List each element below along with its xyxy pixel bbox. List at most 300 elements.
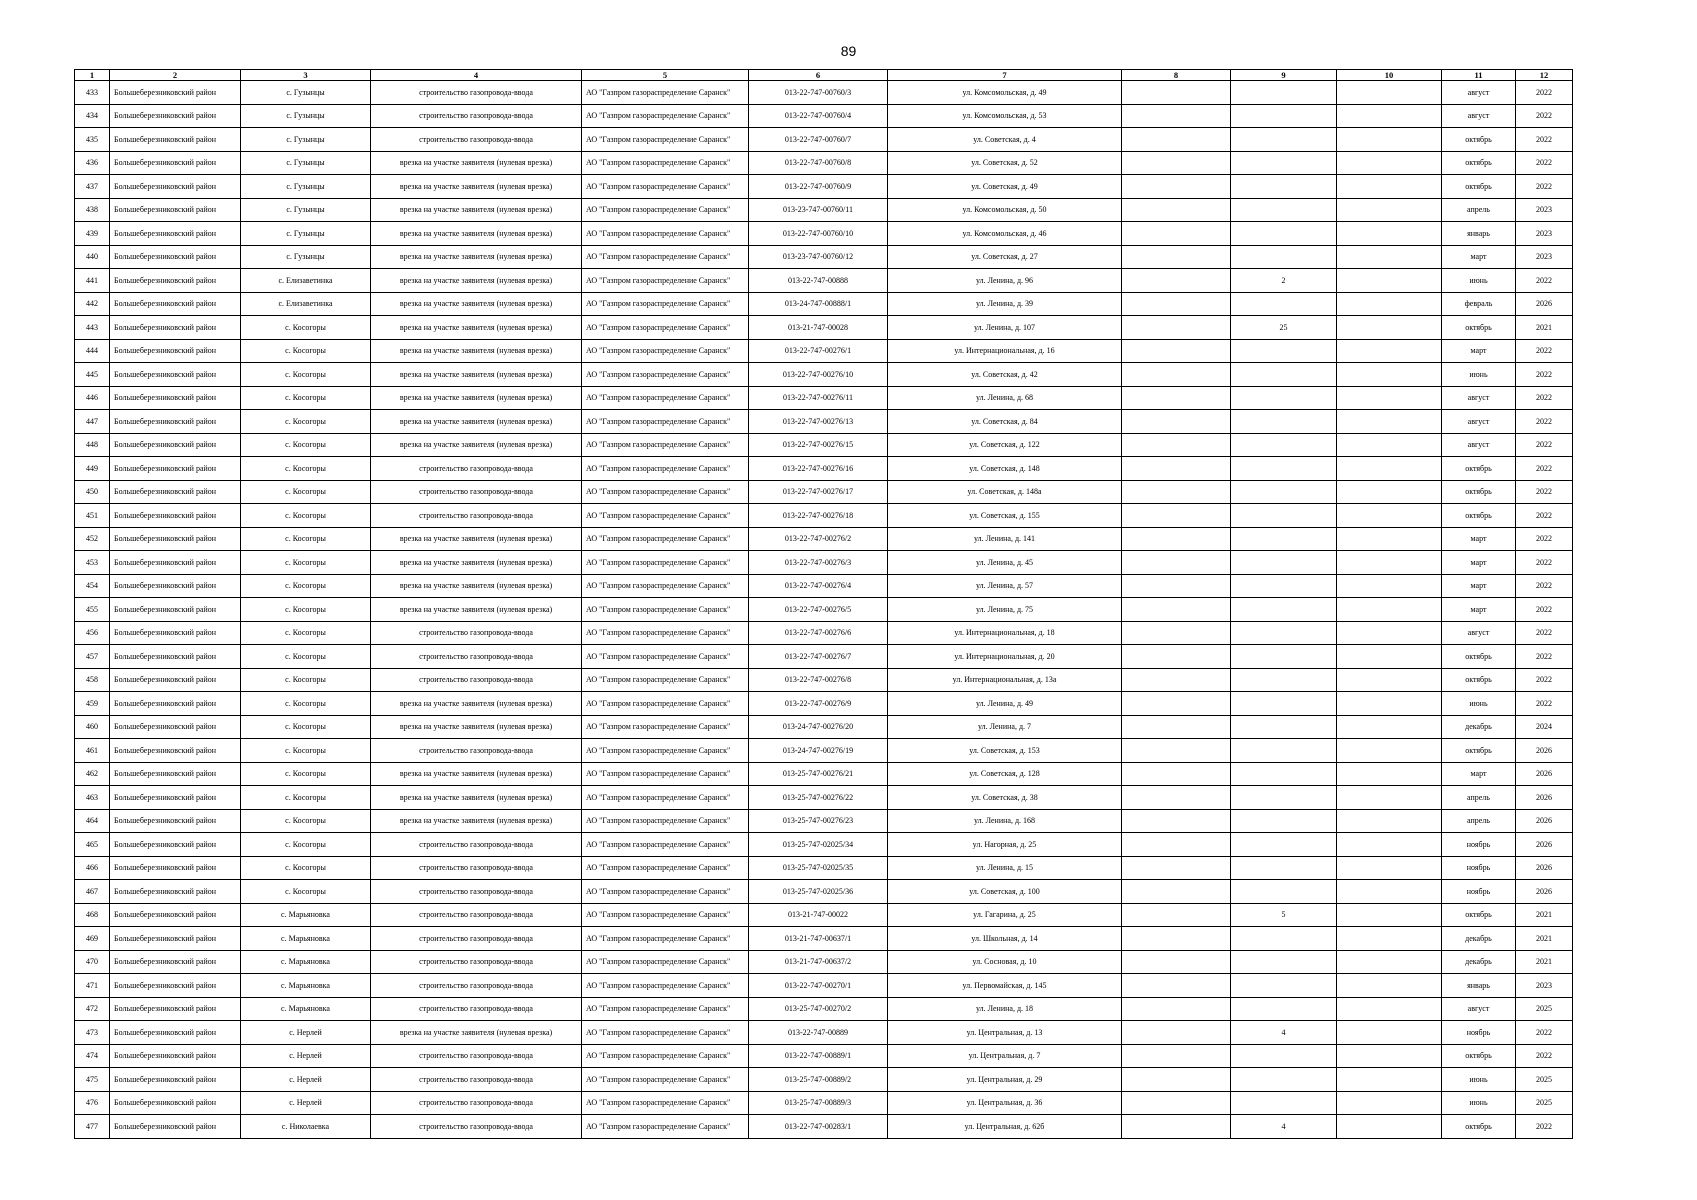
col-8-cell [1122,339,1231,363]
month-cell: октябрь [1442,175,1516,199]
organization-cell: АО "Газпром газораспределение Саранск" [582,245,749,269]
table-row [75,1044,1573,1068]
address-cell: ул. Ленина, д. 49 [888,692,1122,716]
work-type-cell: строительство газопровода-ввода [371,457,582,481]
address-cell: ул. Советская, д. 153 [888,739,1122,763]
column-header-11: 11 [1442,70,1516,81]
table-row [75,1115,1573,1139]
application-number-cell: 013-25-747-00276/23 [749,809,888,833]
row-number-cell: 458 [75,668,110,692]
address-cell: ул. Сосновая, д. 10 [888,950,1122,974]
organization-cell: АО "Газпром газораспределение Саранск" [582,645,749,669]
column-header-1: 1 [75,70,110,81]
table-row [75,856,1573,880]
col-8-cell [1122,480,1231,504]
settlement-cell: с. Елизаветинка [241,292,371,316]
work-type-cell: строительство газопровода-ввода [371,480,582,504]
column-header-12: 12 [1516,70,1573,81]
column-header-8: 8 [1122,70,1231,81]
col-10-cell [1337,997,1442,1021]
year-cell: 2022 [1516,598,1573,622]
work-type-cell: врезка на участке заявителя (нулевая врезка) [371,222,582,246]
application-number-cell: 013-25-747-00276/21 [749,762,888,786]
organization-cell: АО "Газпром газораспределение Саранск" [582,1044,749,1068]
district-cell: Большеберезниковский район [110,245,241,269]
work-type-cell: врезка на участке заявителя (нулевая врезка) [371,363,582,387]
table-row [75,598,1573,622]
organization-cell: АО "Газпром газораспределение Саранск" [582,339,749,363]
application-number-cell: 013-22-747-00276/18 [749,504,888,528]
col-9-cell [1231,551,1337,575]
row-number-cell: 468 [75,903,110,927]
address-cell: ул. Ленина, д. 68 [888,386,1122,410]
col-9-cell [1231,504,1337,528]
district-cell: Большеберезниковский район [110,1021,241,1045]
application-number-cell: 013-22-747-00276/8 [749,668,888,692]
district-cell: Большеберезниковский район [110,410,241,434]
application-number-cell: 013-22-747-00276/2 [749,527,888,551]
col-8-cell [1122,1091,1231,1115]
table-row [75,198,1573,222]
address-cell: ул. Советская, д. 52 [888,151,1122,175]
page-number: 89 [840,43,857,59]
district-cell: Большеберезниковский район [110,151,241,175]
row-number-cell: 434 [75,104,110,128]
address-cell: ул. Школьная, д. 14 [888,927,1122,951]
col-8-cell [1122,269,1231,293]
col-8-cell [1122,598,1231,622]
organization-cell: АО "Газпром газораспределение Саранск" [582,292,749,316]
settlement-cell: с. Косогоры [241,480,371,504]
col-9-cell [1231,739,1337,763]
work-type-cell: строительство газопровода-ввода [371,1068,582,1092]
col-10-cell [1337,104,1442,128]
district-cell: Большеберезниковский район [110,339,241,363]
district-cell: Большеберезниковский район [110,880,241,904]
row-number-cell: 459 [75,692,110,716]
col-8-cell [1122,715,1231,739]
organization-cell: АО "Газпром газораспределение Саранск" [582,457,749,481]
organization-cell: АО "Газпром газораспределение Саранск" [582,598,749,622]
year-cell: 2021 [1516,927,1573,951]
column-header-10: 10 [1337,70,1442,81]
work-type-cell: строительство газопровода-ввода [371,104,582,128]
table-row [75,151,1573,175]
col-9-cell [1231,621,1337,645]
work-type-cell: врезка на участке заявителя (нулевая врезка) [371,527,582,551]
application-number-cell: 013-25-747-02025/35 [749,856,888,880]
col-8-cell [1122,1068,1231,1092]
year-cell: 2026 [1516,880,1573,904]
col-10-cell [1337,786,1442,810]
col-8-cell [1122,927,1231,951]
year-cell: 2022 [1516,527,1573,551]
settlement-cell: с. Косогоры [241,433,371,457]
table-row [75,128,1573,152]
year-cell: 2026 [1516,856,1573,880]
work-type-cell: строительство газопровода-ввода [371,833,582,857]
row-number-cell: 454 [75,574,110,598]
district-cell: Большеберезниковский район [110,950,241,974]
organization-cell: АО "Газпром газораспределение Саранск" [582,198,749,222]
organization-cell: АО "Газпром газораспределение Саранск" [582,927,749,951]
application-number-cell: 013-21-747-00637/2 [749,950,888,974]
month-cell: апрель [1442,198,1516,222]
district-cell: Большеберезниковский район [110,81,241,105]
application-number-cell: 013-22-747-00889/1 [749,1044,888,1068]
year-cell: 2022 [1516,645,1573,669]
table-row [75,809,1573,833]
settlement-cell: с. Косогоры [241,762,371,786]
application-number-cell: 013-22-747-00760/9 [749,175,888,199]
application-number-cell: 013-22-747-00276/3 [749,551,888,575]
table-row [75,339,1573,363]
organization-cell: АО "Газпром газораспределение Саранск" [582,1115,749,1139]
row-number-cell: 444 [75,339,110,363]
settlement-cell: с. Нерлей [241,1091,371,1115]
work-type-cell: врезка на участке заявителя (нулевая врезка) [371,198,582,222]
col-10-cell [1337,457,1442,481]
year-cell: 2021 [1516,903,1573,927]
col-9-cell [1231,527,1337,551]
month-cell: март [1442,527,1516,551]
organization-cell: АО "Газпром газораспределение Саранск" [582,551,749,575]
district-cell: Большеберезниковский район [110,574,241,598]
address-cell: ул. Советская, д. 128 [888,762,1122,786]
application-number-cell: 013-23-747-00760/11 [749,198,888,222]
organization-cell: АО "Газпром газораспределение Саранск" [582,833,749,857]
application-number-cell: 013-24-747-00276/20 [749,715,888,739]
address-cell: ул. Ленина, д. 75 [888,598,1122,622]
application-number-cell: 013-22-747-00760/10 [749,222,888,246]
settlement-cell: с. Косогоры [241,692,371,716]
address-cell: ул. Советская, д. 148 [888,457,1122,481]
col-10-cell [1337,292,1442,316]
address-cell: ул. Интернациональная, д. 13а [888,668,1122,692]
application-number-cell: 013-22-747-00276/13 [749,410,888,434]
month-cell: октябрь [1442,1115,1516,1139]
district-cell: Большеберезниковский район [110,363,241,387]
organization-cell: АО "Газпром газораспределение Саранск" [582,950,749,974]
table-row [75,104,1573,128]
col-9-cell [1231,175,1337,199]
col-9-cell [1231,292,1337,316]
row-number-cell: 445 [75,363,110,387]
district-cell: Большеберезниковский район [110,762,241,786]
month-cell: октябрь [1442,739,1516,763]
table-row [75,292,1573,316]
address-cell: ул. Центральная, д. 29 [888,1068,1122,1092]
col-8-cell [1122,175,1231,199]
col-8-cell [1122,739,1231,763]
col-10-cell [1337,151,1442,175]
application-number-cell: 013-25-747-00889/3 [749,1091,888,1115]
year-cell: 2022 [1516,457,1573,481]
address-cell: ул. Советская, д. 155 [888,504,1122,528]
application-number-cell: 013-25-747-00270/2 [749,997,888,1021]
organization-cell: АО "Газпром газораспределение Саранск" [582,762,749,786]
table-row [75,386,1573,410]
district-cell: Большеберезниковский район [110,598,241,622]
settlement-cell: с. Николаевка [241,1115,371,1139]
row-number-cell: 461 [75,739,110,763]
work-type-cell: врезка на участке заявителя (нулевая врезка) [371,809,582,833]
organization-cell: АО "Газпром газораспределение Саранск" [582,527,749,551]
row-number-cell: 439 [75,222,110,246]
organization-cell: АО "Газпром газораспределение Саранск" [582,363,749,387]
col-10-cell [1337,222,1442,246]
col-10-cell [1337,1091,1442,1115]
month-cell: октябрь [1442,457,1516,481]
work-type-cell: строительство газопровода-ввода [371,739,582,763]
year-cell: 2026 [1516,833,1573,857]
column-header-2: 2 [110,70,241,81]
address-cell: ул. Ленина, д. 141 [888,527,1122,551]
month-cell: октябрь [1442,151,1516,175]
col-8-cell [1122,903,1231,927]
row-number-cell: 437 [75,175,110,199]
organization-cell: АО "Газпром газораспределение Саранск" [582,104,749,128]
month-cell: апрель [1442,809,1516,833]
organization-cell: АО "Газпром газораспределение Саранск" [582,81,749,105]
table-row [75,574,1573,598]
col-10-cell [1337,833,1442,857]
col-8-cell [1122,363,1231,387]
row-number-cell: 456 [75,621,110,645]
table-row [75,316,1573,340]
table-row [75,504,1573,528]
row-number-cell: 433 [75,81,110,105]
row-number-cell: 474 [75,1044,110,1068]
address-cell: ул. Ленина, д. 7 [888,715,1122,739]
address-cell: ул. Советская, д. 49 [888,175,1122,199]
district-cell: Большеберезниковский район [110,128,241,152]
settlement-cell: с. Гузынцы [241,198,371,222]
work-type-cell: врезка на участке заявителя (нулевая врезка) [371,410,582,434]
year-cell: 2026 [1516,762,1573,786]
year-cell: 2026 [1516,786,1573,810]
district-cell: Большеберезниковский район [110,739,241,763]
organization-cell: АО "Газпром газораспределение Саранск" [582,433,749,457]
col-10-cell [1337,574,1442,598]
application-number-cell: 013-22-747-00276/16 [749,457,888,481]
application-number-cell: 013-21-747-00022 [749,903,888,927]
work-type-cell: врезка на участке заявителя (нулевая врезка) [371,269,582,293]
year-cell: 2022 [1516,104,1573,128]
year-cell: 2026 [1516,739,1573,763]
col-8-cell [1122,574,1231,598]
year-cell: 2022 [1516,504,1573,528]
work-type-cell: врезка на участке заявителя (нулевая врезка) [371,1021,582,1045]
settlement-cell: с. Косогоры [241,316,371,340]
work-type-cell: врезка на участке заявителя (нулевая врезка) [371,762,582,786]
district-cell: Большеберезниковский район [110,809,241,833]
col-9-cell [1231,1068,1337,1092]
district-cell: Большеберезниковский район [110,175,241,199]
col-10-cell [1337,128,1442,152]
district-cell: Большеберезниковский район [110,903,241,927]
address-cell: ул. Гагарина, д. 25 [888,903,1122,927]
year-cell: 2022 [1516,175,1573,199]
district-cell: Большеберезниковский район [110,292,241,316]
month-cell: октябрь [1442,316,1516,340]
address-cell: ул. Ленина, д. 15 [888,856,1122,880]
district-cell: Большеберезниковский район [110,1091,241,1115]
district-cell: Большеберезниковский район [110,621,241,645]
work-type-cell: строительство газопровода-ввода [371,856,582,880]
col-9-cell [1231,856,1337,880]
col-10-cell [1337,645,1442,669]
work-type-cell: строительство газопровода-ввода [371,504,582,528]
settlement-cell: с. Косогоры [241,574,371,598]
col-10-cell [1337,1115,1442,1139]
row-number-cell: 476 [75,1091,110,1115]
month-cell: июнь [1442,1091,1516,1115]
settlement-cell: с. Косогоры [241,880,371,904]
month-cell: июнь [1442,692,1516,716]
organization-cell: АО "Газпром газораспределение Саранск" [582,1068,749,1092]
work-type-cell: строительство газопровода-ввода [371,950,582,974]
address-cell: ул. Советская, д. 38 [888,786,1122,810]
col-8-cell [1122,292,1231,316]
address-cell: ул. Советская, д. 148а [888,480,1122,504]
settlement-cell: с. Косогоры [241,457,371,481]
col-10-cell [1337,856,1442,880]
work-type-cell: врезка на участке заявителя (нулевая врезка) [371,245,582,269]
col-10-cell [1337,433,1442,457]
month-cell: декабрь [1442,950,1516,974]
address-cell: ул. Интернациональная, д. 20 [888,645,1122,669]
row-number-cell: 475 [75,1068,110,1092]
district-cell: Большеберезниковский район [110,1115,241,1139]
application-number-cell: 013-22-747-00760/4 [749,104,888,128]
table-row [75,692,1573,716]
row-number-cell: 470 [75,950,110,974]
year-cell: 2022 [1516,621,1573,645]
district-cell: Большеберезниковский район [110,198,241,222]
settlement-cell: с. Косогоры [241,809,371,833]
year-cell: 2022 [1516,1115,1573,1139]
address-cell: ул. Комсомольская, д. 46 [888,222,1122,246]
settlement-cell: с. Марьяновка [241,903,371,927]
col-8-cell [1122,950,1231,974]
year-cell: 2022 [1516,410,1573,434]
district-cell: Большеберезниковский район [110,433,241,457]
table-row [75,927,1573,951]
district-cell: Большеберезниковский район [110,104,241,128]
col-10-cell [1337,739,1442,763]
col-8-cell [1122,433,1231,457]
work-type-cell: строительство газопровода-ввода [371,880,582,904]
district-cell: Большеберезниковский район [110,222,241,246]
settlement-cell: с. Нерлей [241,1021,371,1045]
col-8-cell [1122,81,1231,105]
month-cell: октябрь [1442,668,1516,692]
col-9-cell [1231,433,1337,457]
row-number-cell: 460 [75,715,110,739]
district-cell: Большеберезниковский район [110,386,241,410]
column-header-4: 4 [371,70,582,81]
organization-cell: АО "Газпром газораспределение Саранск" [582,715,749,739]
row-number-cell: 435 [75,128,110,152]
settlement-cell: с. Косогоры [241,668,371,692]
application-number-cell: 013-22-747-00276/11 [749,386,888,410]
settlement-cell: с. Гузынцы [241,81,371,105]
address-cell: ул. Комсомольская, д. 50 [888,198,1122,222]
col-10-cell [1337,974,1442,998]
table-row [75,457,1573,481]
year-cell: 2023 [1516,974,1573,998]
row-number-cell: 466 [75,856,110,880]
col-8-cell [1122,457,1231,481]
col-9-cell [1231,574,1337,598]
settlement-cell: с. Гузынцы [241,175,371,199]
col-10-cell [1337,903,1442,927]
col-9-cell [1231,245,1337,269]
work-type-cell: строительство газопровода-ввода [371,81,582,105]
address-cell: ул. Центральная, д. 36 [888,1091,1122,1115]
month-cell: февраль [1442,292,1516,316]
address-cell: ул. Комсомольская, д. 49 [888,81,1122,105]
table-row [75,433,1573,457]
settlement-cell: с. Косогоры [241,551,371,575]
month-cell: октябрь [1442,128,1516,152]
district-cell: Большеберезниковский район [110,927,241,951]
row-number-cell: 452 [75,527,110,551]
gasification-table [74,69,1573,1139]
organization-cell: АО "Газпром газораспределение Саранск" [582,786,749,810]
month-cell: октябрь [1442,903,1516,927]
col-8-cell [1122,856,1231,880]
settlement-cell: с. Нерлей [241,1044,371,1068]
settlement-cell: с. Косогоры [241,739,371,763]
month-cell: ноябрь [1442,880,1516,904]
row-number-cell: 471 [75,974,110,998]
col-8-cell [1122,316,1231,340]
row-number-cell: 443 [75,316,110,340]
col-10-cell [1337,245,1442,269]
year-cell: 2026 [1516,809,1573,833]
col-8-cell [1122,997,1231,1021]
year-cell: 2025 [1516,1068,1573,1092]
col-9-cell [1231,104,1337,128]
col-9-cell: 5 [1231,903,1337,927]
organization-cell: АО "Газпром газораспределение Саранск" [582,692,749,716]
work-type-cell: врезка на участке заявителя (нулевая врезка) [371,551,582,575]
col-8-cell [1122,1044,1231,1068]
organization-cell: АО "Газпром газораспределение Саранск" [582,974,749,998]
work-type-cell: врезка на участке заявителя (нулевая врезка) [371,316,582,340]
col-10-cell [1337,269,1442,293]
col-10-cell [1337,1021,1442,1045]
application-number-cell: 013-21-747-00637/1 [749,927,888,951]
column-header-7: 7 [888,70,1122,81]
application-number-cell: 013-22-747-00888 [749,269,888,293]
col-9-cell: 25 [1231,316,1337,340]
address-cell: ул. Комсомольская, д. 53 [888,104,1122,128]
col-9-cell [1231,339,1337,363]
month-cell: октябрь [1442,645,1516,669]
col-8-cell [1122,762,1231,786]
year-cell: 2021 [1516,316,1573,340]
month-cell: август [1442,621,1516,645]
year-cell: 2023 [1516,245,1573,269]
year-cell: 2022 [1516,668,1573,692]
organization-cell: АО "Газпром газораспределение Саранск" [582,410,749,434]
row-number-cell: 440 [75,245,110,269]
row-number-cell: 442 [75,292,110,316]
year-cell: 2025 [1516,1091,1573,1115]
